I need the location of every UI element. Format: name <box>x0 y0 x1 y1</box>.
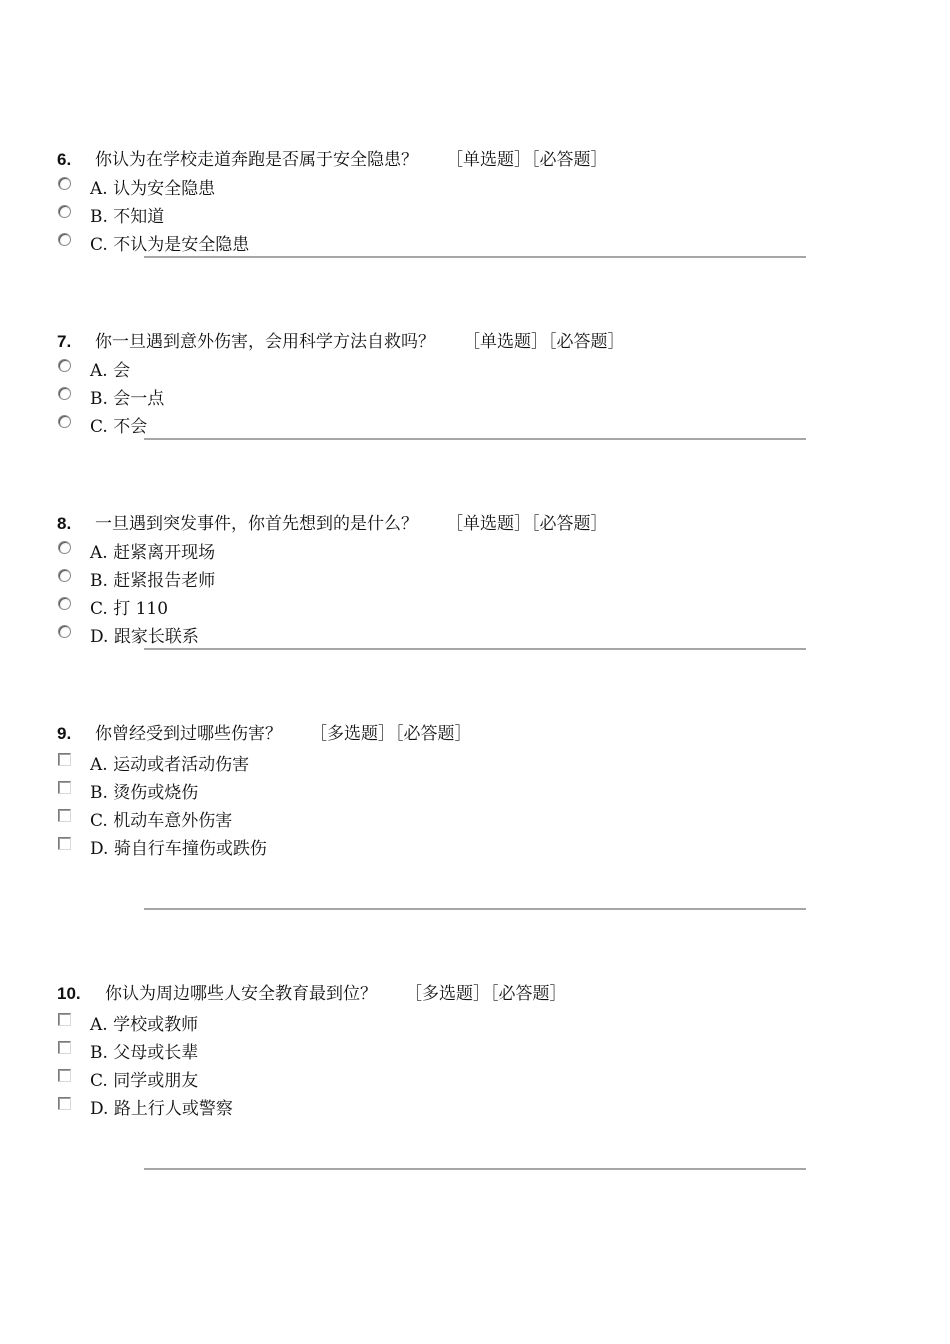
question-number: 9. <box>57 724 72 743</box>
checkbox[interactable] <box>58 1041 71 1054</box>
checkbox[interactable] <box>58 1097 71 1110</box>
answer-underline <box>144 1168 806 1170</box>
option-label: C. 机动车意外伤害 <box>90 811 233 831</box>
question-text: 你曾经受到过哪些伤害？ <box>95 724 282 744</box>
question-number: 7. <box>57 332 72 351</box>
option-label: A. 会 <box>90 361 131 381</box>
option-label: A. 学校或教师 <box>90 1015 199 1035</box>
question-title <box>57 984 567 1004</box>
option-label: D. 骑自行车撞伤或跌伤 <box>90 839 267 859</box>
radio-button[interactable] <box>58 387 71 400</box>
question-text: 你认为在学校走道奔跑是否属于安全隐患？ <box>95 150 418 170</box>
radio-button[interactable] <box>58 177 71 190</box>
option-label: B. 会一点 <box>90 389 165 409</box>
question-number: 6. <box>57 150 72 169</box>
checkbox[interactable] <box>58 1013 71 1026</box>
answer-underline <box>144 908 806 910</box>
answer-underline <box>144 438 806 440</box>
option-label: B. 不知道 <box>90 207 165 227</box>
option-label: A. 运动或者活动伤害 <box>90 755 250 775</box>
option-label: A. 认为安全隐患 <box>90 179 216 199</box>
radio-button[interactable] <box>58 625 71 638</box>
option-label: A. 赶紧离开现场 <box>90 543 216 563</box>
checkbox[interactable] <box>58 753 71 766</box>
question-text: 你一旦遇到意外伤害，会用科学方法自救吗？ <box>95 332 435 352</box>
radio-button[interactable] <box>58 359 71 372</box>
radio-button[interactable] <box>58 205 71 218</box>
option-label: C. 打 110 <box>90 599 169 619</box>
option-label: B. 赶紧报告老师 <box>90 571 216 591</box>
checkbox[interactable] <box>58 1069 71 1082</box>
radio-button[interactable] <box>58 569 71 582</box>
option-label: C. 同学或朋友 <box>90 1071 199 1091</box>
question-number: 10. <box>57 984 81 1003</box>
radio-button[interactable] <box>58 415 71 428</box>
option-label: D. 路上行人或警察 <box>90 1099 233 1119</box>
answer-underline <box>144 648 806 650</box>
option-label: D. 跟家长联系 <box>90 627 199 647</box>
option-label: B. 父母或长辈 <box>90 1043 199 1063</box>
option-label: B. 烫伤或烧伤 <box>90 783 199 803</box>
question-text: 你认为周边哪些人安全教育最到位？ <box>105 984 377 1004</box>
answer-underline <box>144 256 806 258</box>
checkbox[interactable] <box>58 809 71 822</box>
question-title <box>57 724 472 744</box>
question-type-tags: ［单选题］［必答题］ <box>446 514 608 534</box>
option-label: C. 不认为是安全隐患 <box>90 235 250 255</box>
checkbox[interactable] <box>58 781 71 794</box>
radio-button[interactable] <box>58 233 71 246</box>
question-title <box>57 150 608 170</box>
question-type-tags: ［单选题］［必答题］ <box>463 332 625 352</box>
radio-button[interactable] <box>58 597 71 610</box>
checkbox[interactable] <box>58 837 71 850</box>
question-number: 8. <box>57 514 72 533</box>
question-title <box>57 332 625 352</box>
radio-button[interactable] <box>58 541 71 554</box>
question-title <box>57 514 608 534</box>
question-type-tags: ［单选题］［必答题］ <box>446 150 608 170</box>
question-text: 一旦遇到突发事件，你首先想到的是什么？ <box>95 514 418 534</box>
question-type-tags: ［多选题］［必答题］ <box>405 984 567 1004</box>
option-label: C. 不会 <box>90 417 148 437</box>
question-type-tags: ［多选题］［必答题］ <box>310 724 472 744</box>
